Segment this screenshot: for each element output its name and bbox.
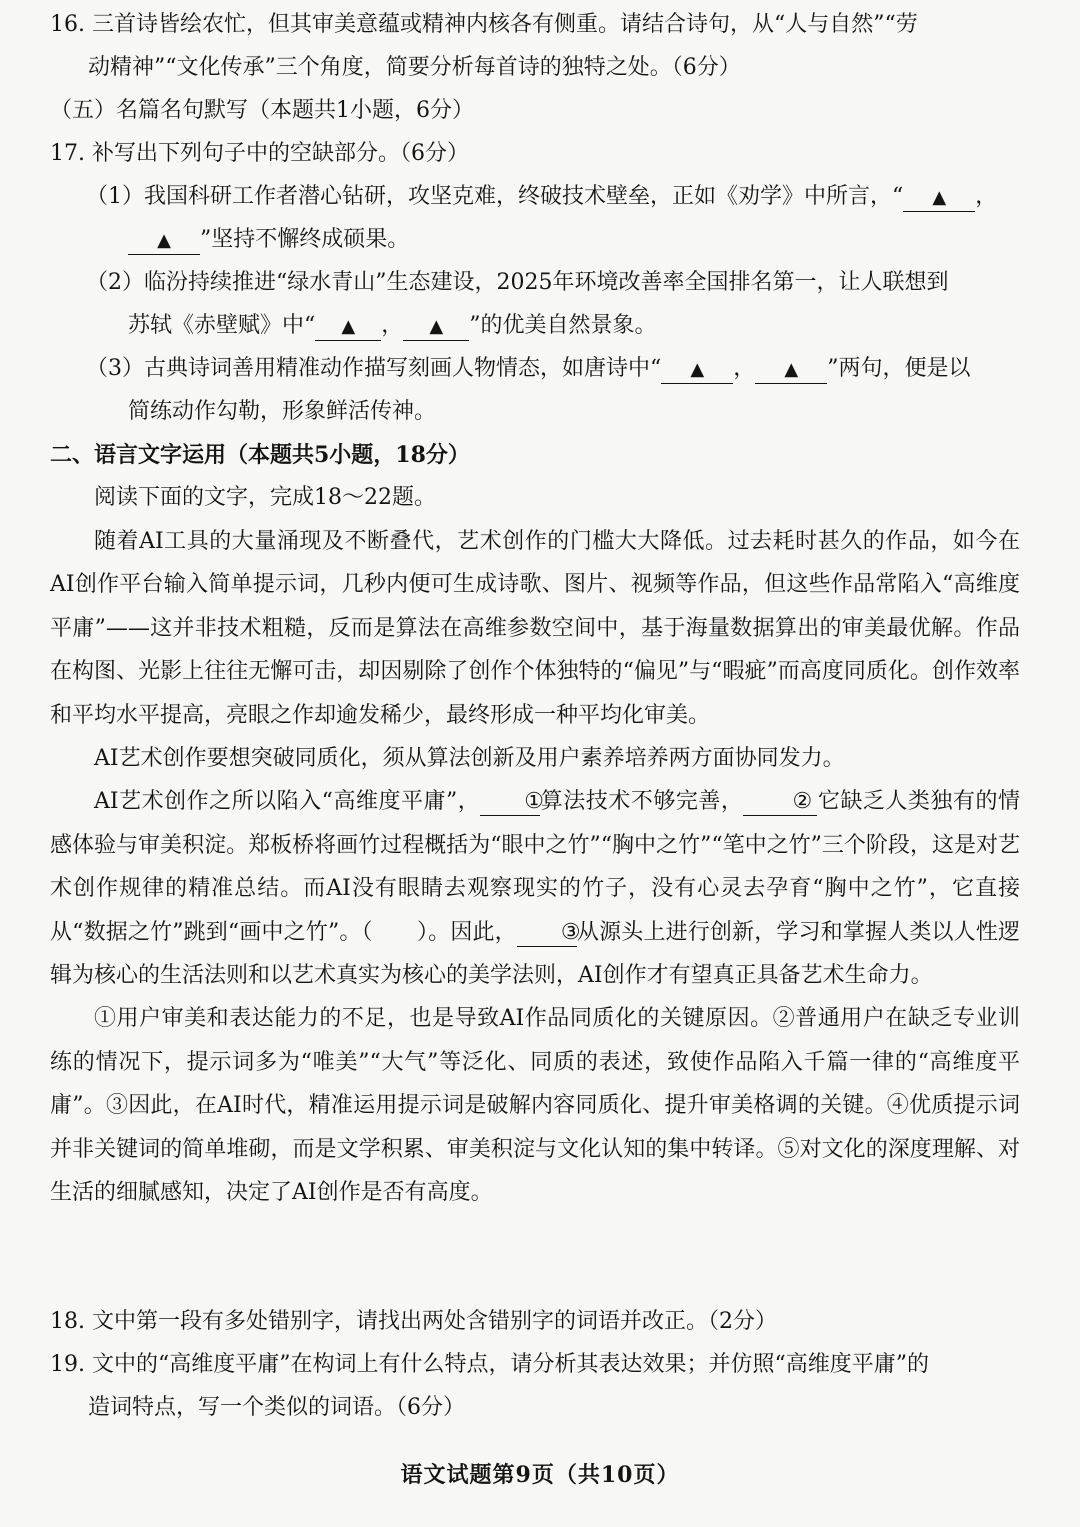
answer-blank[interactable] [661, 356, 733, 384]
p3-text-b: 算法技术不够完善， [540, 789, 744, 815]
q16-line2: 动精神”“文化传承”三个角度，简要分析每首诗的独特之处。（6分） [88, 55, 741, 80]
q17-item2-sep: ， [381, 313, 404, 338]
triangle-mark: ▲ [157, 230, 171, 251]
passage-paragraph-1: 随着AI工具的大量涌现及不断叠代，艺术创作的门槛大大降低。过去耗时甚久的作品，如今在AI创作平台输入简单提示词，几秒内便可生成诗歌、图片、视频等作品，但这些作品常陷入“高维度平庸”——这并非技术粗糙，反而是算法在高维参数空间中，基于海量数据算出的审美最优解。作品在构图、光影上往往无懈可击，却因剔除了创作个体独特的“偏见”与“暇疵”而高度同质化。创作效率和平均水平提高，亮眼之作却逾发稀少，最终形成一种平均化审美。 [50, 529, 1020, 728]
answer-blank[interactable] [315, 313, 381, 341]
triangle-mark: ▲ [429, 316, 444, 337]
q17-item3-end: ”两句，便是以 [827, 356, 971, 381]
p3-text-c: 它缺乏人类独有的情感体验与审美积淀。郑板桥将画竹过程概括为“眼中之竹”“胸中之竹”“笔中之竹”三个阶段，这是对艺术创作规律的精准总结。而AI没有眼睛去观察现实的竹子，没有心灵去孕育“胸中之竹”，它直接从“数据之竹”跳到“画中之竹”。（ ）。因此， [50, 789, 1020, 945]
q19-line1: 19. 文中的“高维度平庸”在构词上有什么特点，请分析其表达效果；并仿照“高维度平庸”的 [50, 1352, 929, 1377]
answer-blank[interactable] [403, 313, 469, 341]
q17-item3-line1 [86, 354, 971, 384]
q17-item1-line1 [86, 182, 997, 212]
p3-text-a: AI艺术创作之所以陷入“高维度平庸”， [94, 789, 481, 815]
passage-blank-2[interactable]: ② [743, 789, 817, 816]
triangle-mark: ▲ [690, 359, 705, 380]
q17-item1-text: （1）我国科研工作者潜心钻研，攻坚克难，终破技术壁垒，正如《劝学》中所言，“ [86, 184, 904, 209]
triangle-mark: ▲ [932, 187, 947, 208]
triangle-mark: ▲ [341, 316, 356, 337]
passage-intro: 阅读下面的文字，完成18～22题。 [94, 485, 436, 510]
passage-blank-1[interactable]: ① [480, 789, 540, 816]
q17-item3-line2: 简练动作勾勒，形象鲜活传神。 [128, 399, 437, 424]
page-footer: 语文试题第9页（共10页） [400, 1462, 680, 1488]
q17-item1-line2 [128, 225, 409, 255]
answer-blank[interactable] [903, 184, 975, 212]
q17-item1-sep: ， [975, 184, 998, 209]
passage-blank-3[interactable]: ③ [517, 920, 577, 947]
q17-item2-line1: （2）临汾持续推进“绿水青山”生态建设，2025年环境改善率全国排名第一，让人联想到 [86, 270, 949, 295]
q17-item3-text: （3）古典诗词善用精准动作描写刻画人物情态，如唐诗中“ [86, 356, 662, 381]
answer-blank[interactable] [755, 356, 827, 384]
q17-item2-line2 [128, 311, 657, 341]
q17-stem: 17. 补写出下列句子中的空缺部分。（6分） [50, 141, 469, 166]
q17-item2-end: ”的优美自然景象。 [469, 313, 657, 338]
passage-paragraph-3 [50, 780, 1020, 997]
q17-item3-sep: ， [733, 356, 756, 381]
q18: 18. 文中第一段有多处错别字，请找出两处含错别字的词语并改正。（2分） [50, 1309, 777, 1334]
passage-paragraph-2: AI艺术创作要想突破同质化，须从算法创新及用户素养培养两方面协同发力。 [94, 746, 845, 772]
q19-line2: 造词特点，写一个类似的词语。（6分） [88, 1395, 465, 1420]
passage-paragraph-4: ①用户审美和表达能力的不足，也是导致AI作品同质化的关键原因。②普通用户在缺乏专业训练的情况下，提示词多为“唯美”“大气”等泛化、同质的表述，致使作品陷入千篇一律的“高维度平庸”。③因此，在AI时代，精准运用提示词是破解内容同质化、提升审美格调的关键。④优质提示词并非关键词的简单堆砌，而是文学积累、审美积淀与文化认知的集中转译。⑤对文化的深度理解、对生活的细腻感知，决定了AI创作是否有高度。 [50, 1006, 1020, 1206]
answer-blank[interactable] [128, 227, 200, 255]
passage [50, 520, 1020, 1215]
part2-title: 二、语言文字运用（本题共5小题，18分） [50, 442, 470, 468]
p3-text-d: 从源头上进行创新，学习和掌握人类以人性逻辑为核心的生活法则和以艺术真实为核心的美学法则，AI创作才有望真正具备艺术生命力。 [50, 919, 1020, 989]
triangle-mark: ▲ [784, 359, 799, 380]
section5-title: （五）名篇名句默写（本题共1小题，6分） [50, 98, 474, 123]
q17-item2-text: 苏轼《赤壁赋》中“ [128, 313, 316, 338]
q16-line1: 16. 三首诗皆绘农忙，但其审美意蕴或精神内核各有侧重。请结合诗句，从“人与自然”“劳 [50, 12, 918, 37]
q17-item1-end: ”坚持不懈终成硕果。 [200, 227, 410, 252]
